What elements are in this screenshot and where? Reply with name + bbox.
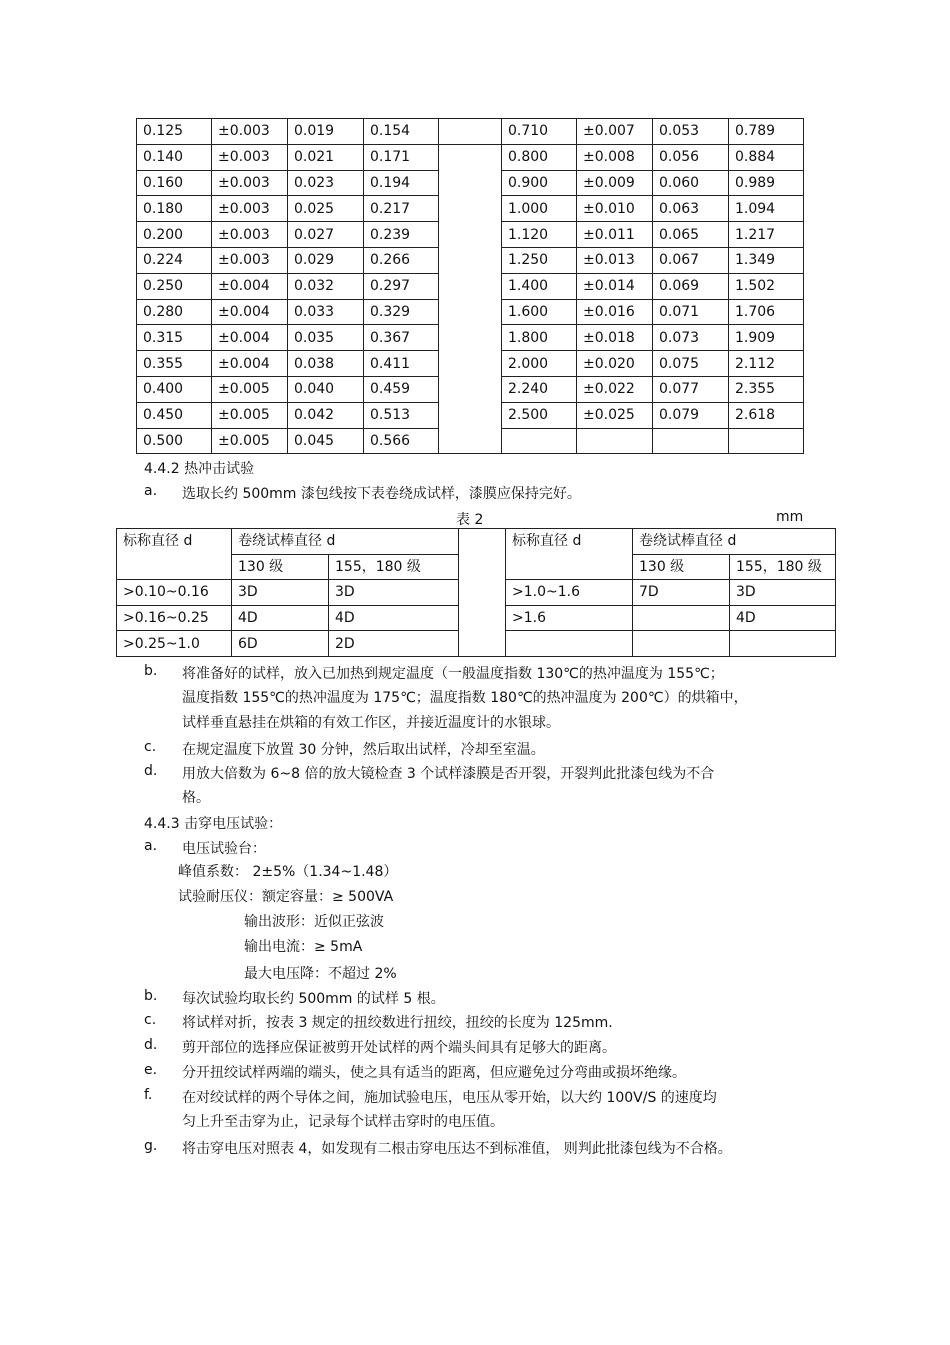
header-winding-diameter: 卷绕试棒直径 d <box>232 529 459 555</box>
item-text: 匀上升至击穿为止，记录每个试样击穿时的电压值。 <box>182 1114 504 1130</box>
table-cell: 0.040 <box>288 376 364 402</box>
item-text: 将击穿电压对照表 4，如发现有二根击穿电压达不到标准值， 则判此批漆包线为不合格。 <box>182 1141 732 1157</box>
item-text: 每次试验均取长约 500mm 的试样 5 根。 <box>182 991 445 1007</box>
header-winding-diameter-right: 卷绕试棒直径 d <box>633 529 836 555</box>
table-cell: 7D <box>633 580 730 606</box>
table-cell <box>577 428 653 454</box>
table-cell: ±0.003 <box>212 144 288 170</box>
table-cell: 0.056 <box>653 144 729 170</box>
table-cell: 1.120 <box>502 222 577 248</box>
table-cell <box>729 428 804 454</box>
item-text: 剪开部位的选择应保证被剪开处试样的两个端头间具有足够大的距离。 <box>182 1040 616 1056</box>
table-cell: 0.033 <box>288 299 364 325</box>
table-cell: 0.280 <box>137 299 212 325</box>
table-cell: 1.502 <box>729 273 804 299</box>
table-cell: 0.154 <box>364 119 439 145</box>
table-cell: 1.250 <box>502 247 577 273</box>
table-cell: 0.315 <box>137 325 212 351</box>
table-cell: 0.217 <box>364 196 439 222</box>
table-cell: 0.071 <box>653 299 729 325</box>
table-cell: ±0.013 <box>577 247 653 273</box>
table-cell: >0.10~0.16 <box>117 580 232 606</box>
table-cell: ±0.014 <box>577 273 653 299</box>
item-text: 格。 <box>182 790 210 806</box>
table-cell: 0.063 <box>653 196 729 222</box>
item-marker: b. <box>144 663 158 679</box>
output-current-line: 输出电流：≥ 5mA <box>244 939 363 955</box>
table-cell: 0.710 <box>502 119 577 145</box>
table-cell: ±0.005 <box>212 428 288 454</box>
table-cell: ±0.009 <box>577 170 653 196</box>
table-cell: 0.500 <box>137 428 212 454</box>
table-cell: ±0.016 <box>577 299 653 325</box>
table-cell: 2.355 <box>729 376 804 402</box>
table-cell: 0.355 <box>137 351 212 377</box>
table-cell: 1.349 <box>729 247 804 273</box>
table-cell: ±0.018 <box>577 325 653 351</box>
table-cell: 0.250 <box>137 273 212 299</box>
table-cell: 0.042 <box>288 402 364 428</box>
table-cell: 0.200 <box>137 222 212 248</box>
table-cell: ±0.003 <box>212 170 288 196</box>
table-cell: 0.073 <box>653 325 729 351</box>
table-cell: 1.909 <box>729 325 804 351</box>
table-cell: ±0.003 <box>212 196 288 222</box>
table-cell: ±0.004 <box>212 299 288 325</box>
item-marker: a. <box>144 483 158 499</box>
item-text: 用放大倍数为 6~8 倍的放大镜检查 3 个试样漆膜是否开裂，开裂判此批漆包线为不合 <box>182 766 715 782</box>
header-class-130-right: 130 级 <box>633 554 730 580</box>
item-text: 分开扭绞试样两端的端头，使之具有适当的距离，但应避免过分弯曲或损坏绝缘。 <box>182 1065 686 1081</box>
table-cell: 0.884 <box>729 144 804 170</box>
table-cell: ±0.005 <box>212 376 288 402</box>
table-cell: 3D <box>232 580 329 606</box>
table-gap-column <box>459 529 506 657</box>
thermal-shock-table <box>116 528 836 657</box>
table-cell: 0.038 <box>288 351 364 377</box>
table-2-unit: mm <box>776 509 804 525</box>
table-cell: 0.140 <box>137 144 212 170</box>
table-cell <box>633 631 730 657</box>
item-text: 温度指数 155℃的热冲温度为 175℃；温度指数 180℃的热冲温度为 200℃）的烘箱中， <box>182 690 748 706</box>
table-cell: ±0.025 <box>577 402 653 428</box>
header-nominal-diameter-right: 标称直径 d <box>506 529 633 580</box>
item-marker: g. <box>144 1138 158 1154</box>
header-class-155-180-right: 155，180 级 <box>730 554 836 580</box>
table-cell: 0.400 <box>137 376 212 402</box>
table-cell: ±0.007 <box>577 119 653 145</box>
table-cell: 0.789 <box>729 119 804 145</box>
table-cell: 4D <box>730 605 836 631</box>
table-cell: >1.0~1.6 <box>506 580 633 606</box>
table-cell: ±0.008 <box>577 144 653 170</box>
table-cell: >0.16~0.25 <box>117 605 232 631</box>
table-cell: 0.194 <box>364 170 439 196</box>
header-nominal-diameter: 标称直径 d <box>117 529 232 580</box>
table-cell: 0.329 <box>364 299 439 325</box>
table-cell: 0.171 <box>364 144 439 170</box>
table-cell: 0.900 <box>502 170 577 196</box>
table-cell: >1.6 <box>506 605 633 631</box>
table-cell: 0.125 <box>137 119 212 145</box>
table-cell: 0.065 <box>653 222 729 248</box>
item-marker: a. <box>144 838 158 854</box>
table-cell: 2.000 <box>502 351 577 377</box>
table-cell: 0.079 <box>653 402 729 428</box>
table-cell: 4D <box>232 605 329 631</box>
table-cell: 0.035 <box>288 325 364 351</box>
table-cell: 3D <box>329 580 459 606</box>
table-cell: 0.566 <box>364 428 439 454</box>
table-cell: 0.023 <box>288 170 364 196</box>
table-cell: ±0.010 <box>577 196 653 222</box>
table-cell: 0.067 <box>653 247 729 273</box>
table-row <box>137 119 804 145</box>
table-cell: 2.618 <box>729 402 804 428</box>
table-cell: 0.069 <box>653 273 729 299</box>
table-cell: 4D <box>329 605 459 631</box>
table-cell: ±0.003 <box>212 119 288 145</box>
table-gap-cell <box>439 119 502 145</box>
table-cell: 0.266 <box>364 247 439 273</box>
item-text: 选取长约 500mm 漆包线按下表卷绕成试样，漆膜应保持完好。 <box>182 486 581 502</box>
max-voltage-drop-line: 最大电压降：不超过 2% <box>244 966 397 982</box>
table-cell: 3D <box>730 580 836 606</box>
item-text: 试样垂直悬挂在烘箱的有效工作区，并接近温度计的水银球。 <box>182 715 560 731</box>
table-cell: 1.706 <box>729 299 804 325</box>
table-cell: ±0.011 <box>577 222 653 248</box>
table-cell: 0.239 <box>364 222 439 248</box>
table-cell: ±0.004 <box>212 325 288 351</box>
item-text: 将准备好的试样，放入已加热到规定温度（一般温度指数 130℃的热冲温度为 155℃； <box>182 666 724 682</box>
table-cell: 1.094 <box>729 196 804 222</box>
table-cell: 0.045 <box>288 428 364 454</box>
table-cell: 0.800 <box>502 144 577 170</box>
tester-capacity-line: 试验耐压仪：额定容量：≥ 500VA <box>178 889 394 905</box>
wire-dimension-table <box>136 118 804 454</box>
table-cell: 0.025 <box>288 196 364 222</box>
header-class-155-180: 155，180 级 <box>329 554 459 580</box>
table-cell: 1.800 <box>502 325 577 351</box>
table-cell: 0.019 <box>288 119 364 145</box>
table-cell: 0.027 <box>288 222 364 248</box>
header-class-130: 130 级 <box>232 554 329 580</box>
table-cell: 6D <box>232 631 329 657</box>
table-cell: ±0.003 <box>212 222 288 248</box>
item-marker: b. <box>144 988 158 1004</box>
table-cell: 2.240 <box>502 376 577 402</box>
table-cell: 2D <box>329 631 459 657</box>
table-cell <box>730 631 836 657</box>
item-marker: d. <box>144 763 158 779</box>
wire-dimension-table-body <box>137 119 804 454</box>
table-cell: ±0.004 <box>212 273 288 299</box>
table-cell <box>506 631 633 657</box>
section-4-4-2-heading: 4.4.2 热冲击试验 <box>144 461 255 477</box>
table-cell: 0.075 <box>653 351 729 377</box>
table-cell: 1.400 <box>502 273 577 299</box>
table-cell: 0.053 <box>653 119 729 145</box>
item-text: 在对绞试样的两个导体之间，施加试验电压，电压从零开始，以大约 100V/S 的速度均 <box>182 1090 717 1106</box>
table-cell: 0.180 <box>137 196 212 222</box>
table-row <box>137 144 804 170</box>
table-cell: 0.160 <box>137 170 212 196</box>
table-cell: 1.217 <box>729 222 804 248</box>
table-cell: 0.450 <box>137 402 212 428</box>
table-cell <box>502 428 577 454</box>
table-cell: 1.600 <box>502 299 577 325</box>
item-marker: e. <box>144 1062 158 1078</box>
table-cell: 0.989 <box>729 170 804 196</box>
table-cell: 0.411 <box>364 351 439 377</box>
item-marker: c. <box>144 739 157 755</box>
output-waveform-line: 输出波形：近似正弦波 <box>244 914 384 930</box>
item-marker: c. <box>144 1012 157 1028</box>
table-cell: 2.500 <box>502 402 577 428</box>
table-cell: ±0.022 <box>577 376 653 402</box>
table-cell: 0.060 <box>653 170 729 196</box>
item-text: 将试样对折，按表 3 规定的扭绞数进行扭绞，扭绞的长度为 125mm. <box>182 1015 613 1031</box>
table-cell: 0.367 <box>364 325 439 351</box>
table-cell: ±0.005 <box>212 402 288 428</box>
table-gap-column <box>439 144 502 454</box>
table-cell <box>653 428 729 454</box>
table-cell: 0.224 <box>137 247 212 273</box>
item-marker: f. <box>144 1087 153 1103</box>
table-cell: 0.513 <box>364 402 439 428</box>
table-cell: ±0.004 <box>212 351 288 377</box>
item-text: 电压试验台： <box>182 841 266 857</box>
table-cell: 0.077 <box>653 376 729 402</box>
table-cell: 0.032 <box>288 273 364 299</box>
table-cell <box>633 605 730 631</box>
table-cell: >0.25~1.0 <box>117 631 232 657</box>
table-cell: ±0.020 <box>577 351 653 377</box>
table-cell: 0.029 <box>288 247 364 273</box>
section-4-4-3-heading: 4.4.3 击穿电压试验： <box>144 816 283 832</box>
item-marker: d. <box>144 1037 158 1053</box>
item-text: 在规定温度下放置 30 分钟，然后取出试样，冷却至室温。 <box>182 742 545 758</box>
table-cell: 0.021 <box>288 144 364 170</box>
table-cell: 1.000 <box>502 196 577 222</box>
table-2-caption: 表 2 <box>456 512 484 528</box>
table-cell: ±0.003 <box>212 247 288 273</box>
table-cell: 0.297 <box>364 273 439 299</box>
table-cell: 2.112 <box>729 351 804 377</box>
table-cell: 0.459 <box>364 376 439 402</box>
peak-factor-line: 峰值系数： 2±5%（1.34~1.48） <box>178 864 398 880</box>
